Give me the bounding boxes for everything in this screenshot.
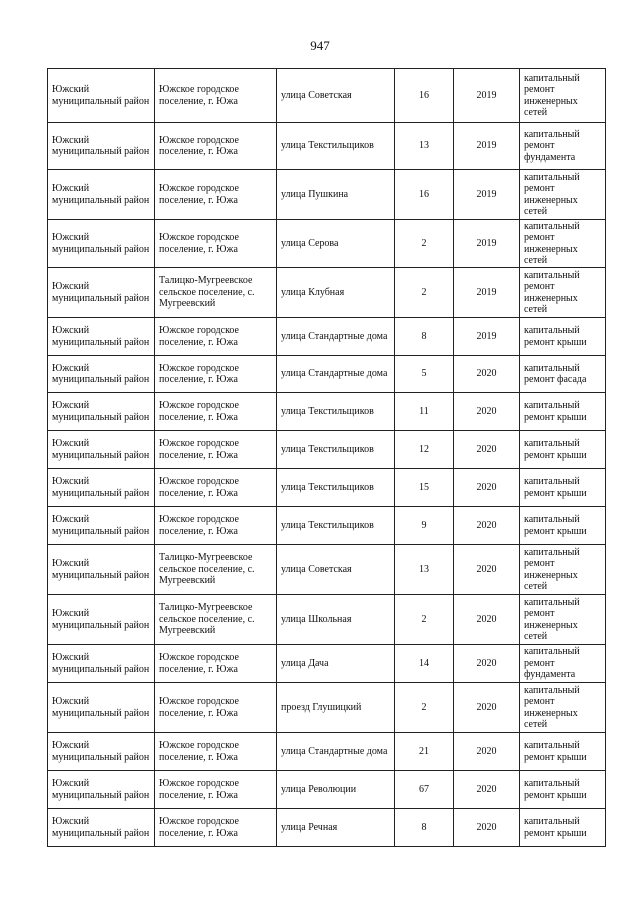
settlement-cell: Южское городское поселение, г. Южа	[155, 393, 277, 431]
work-type-cell: капитальный ремонт крыши	[520, 469, 606, 507]
district-cell: Южский муниципальный район	[48, 123, 155, 170]
house-number-cell: 12	[395, 431, 454, 469]
year-cell: 2020	[454, 645, 520, 683]
house-number-cell: 8	[395, 318, 454, 356]
year-cell: 2019	[454, 123, 520, 170]
house-number-cell: 2	[395, 595, 454, 645]
street-cell: улица Речная	[277, 809, 395, 847]
street-cell: проезд Глушицкий	[277, 683, 395, 733]
year-cell: 2019	[454, 220, 520, 268]
street-cell: улица Революции	[277, 771, 395, 809]
year-cell: 2019	[454, 170, 520, 220]
table-row	[48, 431, 606, 469]
district-cell: Южский муниципальный район	[48, 268, 155, 318]
settlement-cell: Южское городское поселение, г. Южа	[155, 507, 277, 545]
work-type-cell: капитальный ремонт крыши	[520, 431, 606, 469]
table-row	[48, 123, 606, 170]
street-cell: улица Клубная	[277, 268, 395, 318]
settlement-cell: Талицко-Мугреевское сельское поселение, с. Мугреевский	[155, 545, 277, 595]
work-type-cell: капитальный ремонт фундамента	[520, 123, 606, 170]
year-cell: 2019	[454, 268, 520, 318]
settlement-cell: Южское городское поселение, г. Южа	[155, 356, 277, 393]
work-type-cell: капитальный ремонт инженерных сетей	[520, 268, 606, 318]
house-number-cell: 13	[395, 123, 454, 170]
work-type-cell: капитальный ремонт инженерных сетей	[520, 595, 606, 645]
house-number-cell: 13	[395, 545, 454, 595]
settlement-cell: Южское городское поселение, г. Южа	[155, 318, 277, 356]
table-row	[48, 469, 606, 507]
district-cell: Южский муниципальный район	[48, 69, 155, 123]
work-type-cell: капитальный ремонт крыши	[520, 809, 606, 847]
table-row	[48, 220, 606, 268]
table-row	[48, 771, 606, 809]
district-cell: Южский муниципальный район	[48, 683, 155, 733]
year-cell: 2020	[454, 356, 520, 393]
district-cell: Южский муниципальный район	[48, 545, 155, 595]
house-number-cell: 2	[395, 220, 454, 268]
street-cell: улица Советская	[277, 69, 395, 123]
street-cell: улица Стандартные дома	[277, 733, 395, 771]
table-row	[48, 268, 606, 318]
district-cell: Южский муниципальный район	[48, 393, 155, 431]
work-type-cell: капитальный ремонт инженерных сетей	[520, 220, 606, 268]
year-cell: 2020	[454, 771, 520, 809]
house-number-cell: 16	[395, 69, 454, 123]
work-type-cell: капитальный ремонт инженерных сетей	[520, 545, 606, 595]
settlement-cell: Южское городское поселение, г. Южа	[155, 123, 277, 170]
house-number-cell: 11	[395, 393, 454, 431]
street-cell: улица Текстильщиков	[277, 507, 395, 545]
district-cell: Южский муниципальный район	[48, 771, 155, 809]
house-number-cell: 5	[395, 356, 454, 393]
street-cell: улица Текстильщиков	[277, 123, 395, 170]
street-cell: улица Текстильщиков	[277, 431, 395, 469]
street-cell: улица Серова	[277, 220, 395, 268]
district-cell: Южский муниципальный район	[48, 356, 155, 393]
house-number-cell: 21	[395, 733, 454, 771]
district-cell: Южский муниципальный район	[48, 507, 155, 545]
settlement-cell: Южское городское поселение, г. Южа	[155, 809, 277, 847]
street-cell: улица Текстильщиков	[277, 469, 395, 507]
work-type-cell: капитальный ремонт крыши	[520, 507, 606, 545]
work-type-cell: капитальный ремонт крыши	[520, 771, 606, 809]
house-number-cell: 16	[395, 170, 454, 220]
street-cell: улица Стандартные дома	[277, 318, 395, 356]
table-row	[48, 507, 606, 545]
year-cell: 2020	[454, 545, 520, 595]
table-row	[48, 595, 606, 645]
work-type-cell: капитальный ремонт инженерных сетей	[520, 683, 606, 733]
settlement-cell: Южское городское поселение, г. Южа	[155, 220, 277, 268]
year-cell: 2020	[454, 809, 520, 847]
year-cell: 2019	[454, 69, 520, 123]
street-cell: улица Дача	[277, 645, 395, 683]
year-cell: 2020	[454, 507, 520, 545]
district-cell: Южский муниципальный район	[48, 733, 155, 771]
settlement-cell: Южское городское поселение, г. Южа	[155, 469, 277, 507]
district-cell: Южский муниципальный район	[48, 645, 155, 683]
district-cell: Южский муниципальный район	[48, 318, 155, 356]
street-cell: улица Советская	[277, 545, 395, 595]
year-cell: 2020	[454, 733, 520, 771]
street-cell: улица Текстильщиков	[277, 393, 395, 431]
table-row	[48, 170, 606, 220]
district-cell: Южский муниципальный район	[48, 170, 155, 220]
table-row	[48, 545, 606, 595]
work-type-cell: капитальный ремонт инженерных сетей	[520, 69, 606, 123]
house-number-cell: 2	[395, 268, 454, 318]
settlement-cell: Южское городское поселение, г. Южа	[155, 170, 277, 220]
work-type-cell: капитальный ремонт инженерных сетей	[520, 170, 606, 220]
year-cell: 2020	[454, 469, 520, 507]
settlement-cell: Южское городское поселение, г. Южа	[155, 431, 277, 469]
settlement-cell: Талицко-Мугреевское сельское поселение, с. Мугреевский	[155, 268, 277, 318]
repair-schedule-table	[47, 68, 606, 847]
table-body	[48, 69, 606, 847]
house-number-cell: 14	[395, 645, 454, 683]
year-cell: 2020	[454, 393, 520, 431]
house-number-cell: 15	[395, 469, 454, 507]
house-number-cell: 67	[395, 771, 454, 809]
table-row	[48, 393, 606, 431]
district-cell: Южский муниципальный район	[48, 595, 155, 645]
settlement-cell: Южское городское поселение, г. Южа	[155, 69, 277, 123]
year-cell: 2020	[454, 431, 520, 469]
settlement-cell: Южское городское поселение, г. Южа	[155, 645, 277, 683]
table-row	[48, 356, 606, 393]
street-cell: улица Школьная	[277, 595, 395, 645]
district-cell: Южский муниципальный район	[48, 431, 155, 469]
work-type-cell: капитальный ремонт крыши	[520, 393, 606, 431]
table-row	[48, 69, 606, 123]
settlement-cell: Южское городское поселение, г. Южа	[155, 771, 277, 809]
work-type-cell: капитальный ремонт фасада	[520, 356, 606, 393]
settlement-cell: Талицко-Мугреевское сельское поселение, с. Мугреевский	[155, 595, 277, 645]
table-row	[48, 645, 606, 683]
house-number-cell: 8	[395, 809, 454, 847]
district-cell: Южский муниципальный район	[48, 220, 155, 268]
district-cell: Южский муниципальный район	[48, 809, 155, 847]
page-number: 947	[310, 38, 330, 53]
house-number-cell: 2	[395, 683, 454, 733]
work-type-cell: капитальный ремонт фундамента	[520, 645, 606, 683]
year-cell: 2019	[454, 318, 520, 356]
house-number-cell: 9	[395, 507, 454, 545]
year-cell: 2020	[454, 595, 520, 645]
table-row	[48, 733, 606, 771]
table-row	[48, 683, 606, 733]
settlement-cell: Южское городское поселение, г. Южа	[155, 733, 277, 771]
work-type-cell: капитальный ремонт крыши	[520, 318, 606, 356]
table-row	[48, 318, 606, 356]
district-cell: Южский муниципальный район	[48, 469, 155, 507]
year-cell: 2020	[454, 683, 520, 733]
work-type-cell: капитальный ремонт крыши	[520, 733, 606, 771]
street-cell: улица Стандартные дома	[277, 356, 395, 393]
street-cell: улица Пушкина	[277, 170, 395, 220]
table-row	[48, 809, 606, 847]
settlement-cell: Южское городское поселение, г. Южа	[155, 683, 277, 733]
